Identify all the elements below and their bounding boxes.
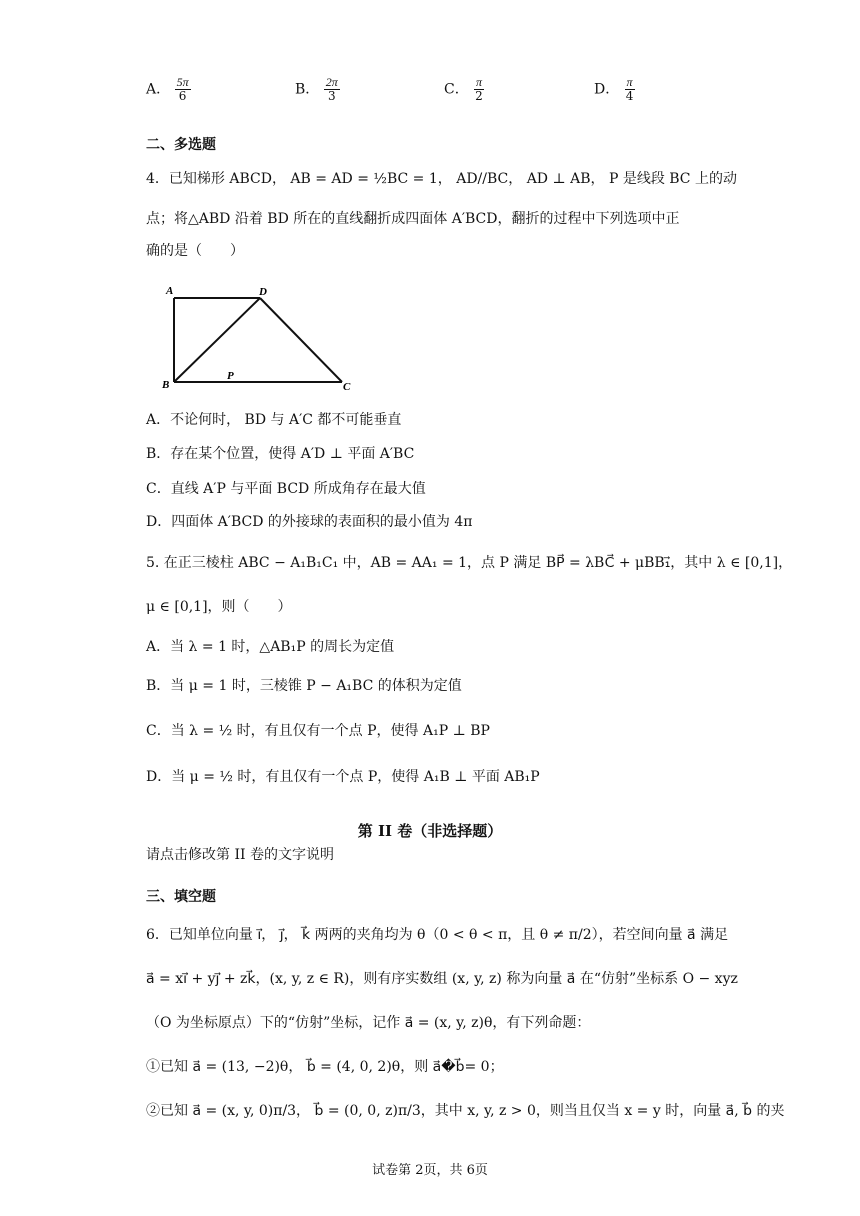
q4-option-b: B．存在某个位置，使得 A′D ⊥ 平面 A′BC <box>146 446 415 462</box>
q4-line-2: 点；将△ABD 沿着 BD 所在的直线翻折成四面体 A′BCD，翻折的过程中下列选项中正 <box>146 211 680 227</box>
edge-bd <box>174 298 260 382</box>
q4-line-1: 4．已知梯形 ABCD， AB = AD = ½BC = 1， AD//BC， AD ⊥ AB， P 是线段 BC 上的动 <box>146 171 737 187</box>
fraction: $\frac{\pi}{2}$ <box>475 75 483 103</box>
fraction: $\frac{2\pi}{3}$ <box>325 75 338 103</box>
q4-option-c: C．直线 A′P 与平面 BCD 所成角存在最大值 <box>146 481 426 497</box>
edge-dc <box>260 298 342 382</box>
part-2-title: 第 II 卷（非选择题） <box>357 822 503 840</box>
part-2-note: 请点击修改第 II 卷的文字说明 <box>146 847 334 863</box>
option-label: B． <box>295 81 320 98</box>
section-title-fill-in: 三、填空题 <box>146 889 216 905</box>
vertex-label-b: B <box>162 379 170 391</box>
vertex-label-a: A <box>166 285 174 297</box>
q6-line-1: 6．已知单位向量 i⃗， j⃗， k⃗ 两两的夹角均为 θ（0 < θ < π，且 θ ≠ π/2），若空间向量 a⃗ 满足 <box>146 927 729 943</box>
fraction: $\frac{5\pi}{6}$ <box>176 75 189 103</box>
q5-option-a: A．当 λ = 1 时，△AB₁P 的周长为定值 <box>146 639 395 655</box>
q5-option-c: C．当 λ = ½ 时，有且仅有一个点 P，使得 A₁P ⊥ BP <box>146 723 490 739</box>
q6-item-1: ①已知 a⃗ = (13, −2)θ， b⃗ = (4, 0, 2)θ，则 a⃗�b⃗= 0； <box>146 1059 504 1075</box>
fraction: $\frac{\pi}{4}$ <box>625 75 634 103</box>
q5-line-2: μ ∈ [0,1]，则（ ） <box>146 599 292 615</box>
q5-line-1: 5. 在正三棱柱 ABC − A₁B₁C₁ 中，AB = AA₁ = 1，点 P 满足 BP⃗ = λBC⃗ + μBB₁⃗，其中 λ ∈ [0,1]， <box>146 555 793 571</box>
q6-item-2: ②已知 a⃗ = (x, y, 0)π/3， b⃗ = (0, 0, z)π/3，其中 x, y, z > 0，则当且仅当 x = y 时，向量 a⃗, b⃗ 的夹 <box>146 1103 785 1119</box>
q3-option-b <box>295 76 340 103</box>
q4-option-a: A．不论何时， BD 与 A′C 都不可能垂直 <box>146 412 402 428</box>
option-label: A． <box>146 81 171 98</box>
q3-option-c <box>444 76 485 103</box>
trapezoid-figure <box>160 282 360 394</box>
q5-option-d: D．当 μ = ½ 时，有且仅有一个点 P，使得 A₁B ⊥ 平面 AB₁P <box>146 769 540 785</box>
vertex-label-c: C <box>343 381 351 393</box>
option-label: D． <box>594 81 620 98</box>
q4-line-3: 确的是（ ） <box>146 243 244 259</box>
page-footer: 试卷第 2页，共 6页 <box>372 1163 488 1178</box>
q3-option-d <box>594 76 635 103</box>
option-label: C． <box>444 81 469 98</box>
q4-option-d: D．四面体 A′BCD 的外接球的表面积的最小值为 4π <box>146 514 473 530</box>
point-label-p: P <box>227 370 234 382</box>
q3-option-a <box>146 76 191 103</box>
q5-option-b: B．当 μ = 1 时，三棱锥 P − A₁BC 的体积为定值 <box>146 678 462 694</box>
q6-line-2: a⃗ = xi⃗ + yj⃗ + zk⃗，(x, y, z ∈ R)，则有序实数组 (x, y, z) 称为向量 a⃗ 在“仿射”坐标系 O − xyz <box>146 971 738 987</box>
vertex-label-d: D <box>259 286 267 298</box>
section-title-multiple-choice: 二、多选题 <box>146 137 216 153</box>
q6-line-3: （O 为坐标原点）下的“仿射”坐标，记作 a⃗ = (x, y, z)θ，有下列命题： <box>146 1015 591 1031</box>
